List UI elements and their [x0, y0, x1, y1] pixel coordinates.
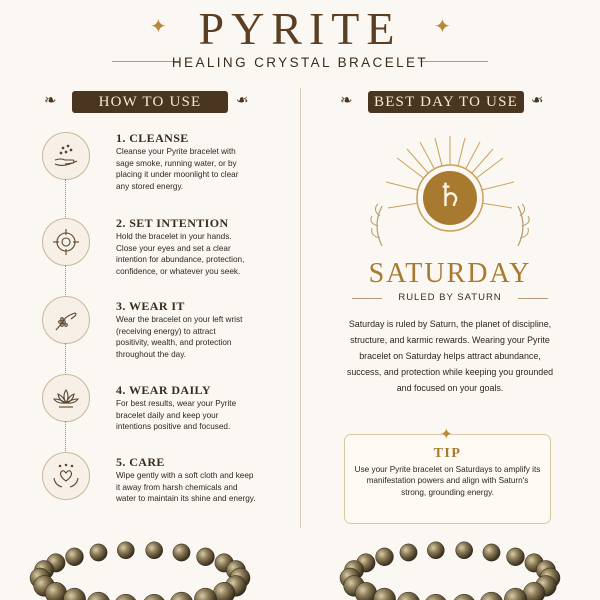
laurel-icon-right: ❧	[236, 91, 249, 109]
bead	[400, 544, 417, 561]
bead	[143, 594, 166, 600]
step-title: 4. WEAR DAILY	[116, 383, 211, 397]
step-text: Cleanse your Pyrite bracelet with sage smoke, running water, or by placing it under moonlight to clear any stored energy.	[116, 147, 239, 191]
bead	[146, 542, 163, 559]
ruled-by-text: RULED BY SATURN	[398, 292, 502, 303]
step-title: 1. CLEANSE	[116, 131, 189, 145]
bead	[117, 542, 134, 559]
bead	[373, 588, 395, 600]
bead	[376, 548, 394, 566]
step-text: Wear the bracelet on your left wrist (receiving energy) to attract positivity, wealth, and protection throughout the day.	[116, 315, 243, 359]
bead	[427, 542, 444, 559]
step-title: 5. CARE	[116, 455, 165, 469]
bead	[424, 594, 447, 600]
bead	[483, 544, 500, 561]
step-connector	[65, 421, 66, 451]
bead	[456, 542, 473, 559]
lotus-icon	[42, 374, 90, 422]
target-icon	[42, 218, 90, 266]
bead	[114, 594, 137, 600]
page-title: PYRITE	[198, 3, 402, 54]
step-title: 3. WEAR IT	[116, 299, 185, 313]
bead	[63, 588, 85, 600]
tip-title: TIP	[433, 446, 462, 461]
bead	[197, 548, 215, 566]
step-text: Hold the bracelet in your hands. Close your eyes and set a clear intention for abundance, protection, confidence, or whatever you seek.	[116, 232, 245, 276]
bead	[453, 594, 476, 600]
column-divider	[300, 88, 301, 528]
ruled-line-left	[352, 298, 382, 299]
laurel-icon-right: ❧	[531, 91, 544, 109]
bead	[194, 588, 216, 600]
step-text: Wipe gently with a soft cloth and keep it away from harsh chemicals and water to maintain its shine and energy.	[116, 471, 256, 504]
bead	[87, 592, 110, 600]
step-connector	[65, 343, 66, 377]
step-connector	[65, 265, 66, 299]
bead	[480, 592, 503, 600]
how-to-use-banner: HOW TO USE	[72, 91, 228, 113]
bead	[173, 544, 190, 561]
bead	[397, 592, 420, 600]
bead	[66, 548, 84, 566]
bead	[504, 588, 526, 600]
best-day-banner: BEST DAY TO USE	[368, 91, 524, 113]
wrist-bracelet-icon	[42, 296, 90, 344]
bead	[170, 592, 193, 600]
laurel-icon-left: ❧	[340, 91, 353, 109]
laurel-icon-left: ❧	[44, 91, 57, 109]
sparkle-icon-left: ✦	[150, 14, 167, 38]
page-subtitle: HEALING CRYSTAL BRACELET	[171, 55, 429, 70]
pyrite-bracelet-image-left	[20, 520, 260, 600]
step-title: 2. SET INTENTION	[116, 216, 229, 230]
sparkle-icon-right: ✦	[434, 14, 451, 38]
best-day-description: Saturday is ruled by Saturn, the planet of discipline, structure, and karmic rewards. Wearing your Pyrite bracelet on Saturday helps attract abundance, success, and protection while keeping you grounded and focused on your goals.	[346, 319, 554, 393]
cleansing-hand-icon	[42, 132, 90, 180]
best-day-name: SATURDAY	[368, 258, 532, 289]
bead	[90, 544, 107, 561]
hands-heart-icon	[42, 452, 90, 500]
bead	[507, 548, 525, 566]
step-text: For best results, wear your Pyrite bracelet daily and keep your intentions positive and focused.	[116, 399, 237, 432]
ruled-line-right	[518, 298, 548, 299]
tip-text: Use your Pyrite bracelet on Saturdays to amplify its manifestation powers and align with Saturn's strong, grounding energy.	[354, 465, 541, 497]
pyrite-bracelet-image-right	[330, 520, 570, 600]
saturn-symbol-icon: ♄	[435, 176, 465, 214]
tip-sparkle-icon: ✦	[440, 425, 453, 443]
